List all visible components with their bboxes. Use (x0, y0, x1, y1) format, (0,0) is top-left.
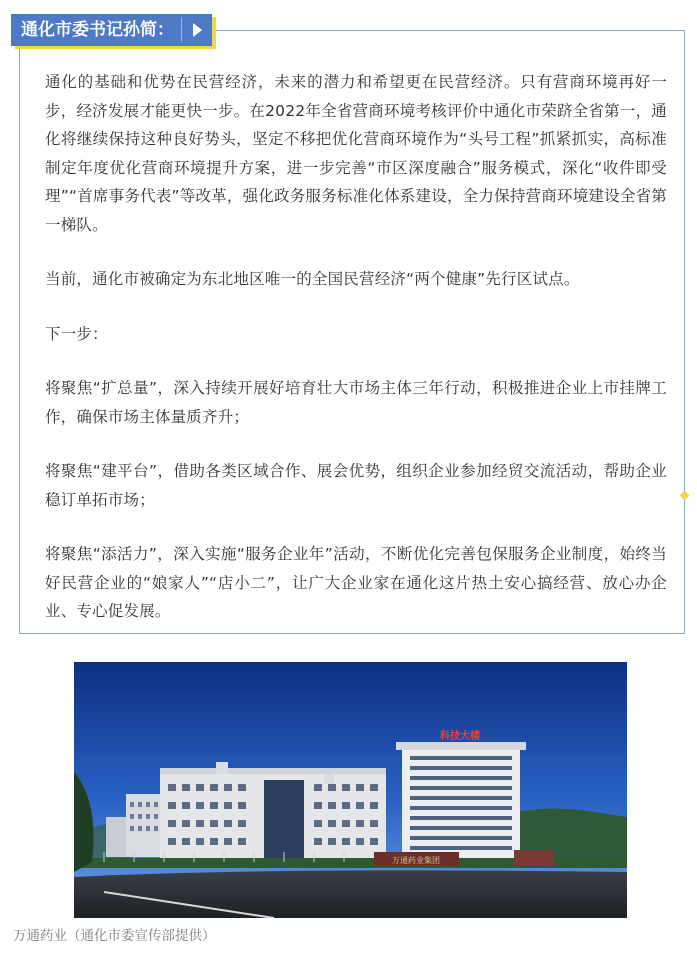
svg-text:科技大楼: 科技大楼 (440, 731, 480, 742)
play-arrow-icon (193, 23, 202, 37)
paragraph-1: 通化的基础和优势在民营经济，未来的潜力和希望更在民营经济。只有营商环境再好一步，经济发展才能更快一步。在2022年全省营商环境考核评价中通化市荣跻全省第一，通化将继续保持这种良好势头，坚定不移把优化营商环境作为“头号工程”抓紧抓实，高标准制定年度优化营商环境提升方案，进一步完善“市区深度融合”服务模式，深化“收件即受理”“首席事务代表”等改革，强化政务服务标准化体系建设，全力保持营商环境建设全省第一梯队。 (45, 73, 667, 234)
speaker-title: 通化市委书记孙简： (21, 20, 174, 40)
paragraph-5: 将聚焦“建平台”，借助各类区域合作、展会优势，组织企业参加经贸交流活动，帮助企业稳订单拓市场； (45, 462, 667, 509)
paragraph-6: 将聚焦“添活力”，深入实施“服务企业年”活动，不断优化完善包保服务企业制度，始终当好民营企业的“娘家人”“店小二”，让广大企业家在通化这片热土安心搞经营、放心办企业、专心促发展。 (45, 545, 667, 620)
paragraph-2: 当前，通化市被确定为东北地区唯一的全国民营经济“两个健康”先行区试点。 (45, 270, 580, 288)
paragraph-4: 将聚焦“扩总量”，深入持续开展好培育壮大市场主体三年行动，积极推进企业上市挂牌工作，确保市场主体量质齐升； (45, 379, 667, 426)
svg-text:万通药业集团: 万通药业集团 (392, 856, 440, 865)
photo-caption: 万通药业（通化市委宣传部提供） (13, 928, 216, 944)
tag-divider (181, 18, 182, 42)
quote-body (45, 68, 667, 652)
paragraph-3: 下一步： (45, 324, 108, 343)
factory-photo (74, 662, 627, 918)
speaker-tag (11, 14, 212, 46)
